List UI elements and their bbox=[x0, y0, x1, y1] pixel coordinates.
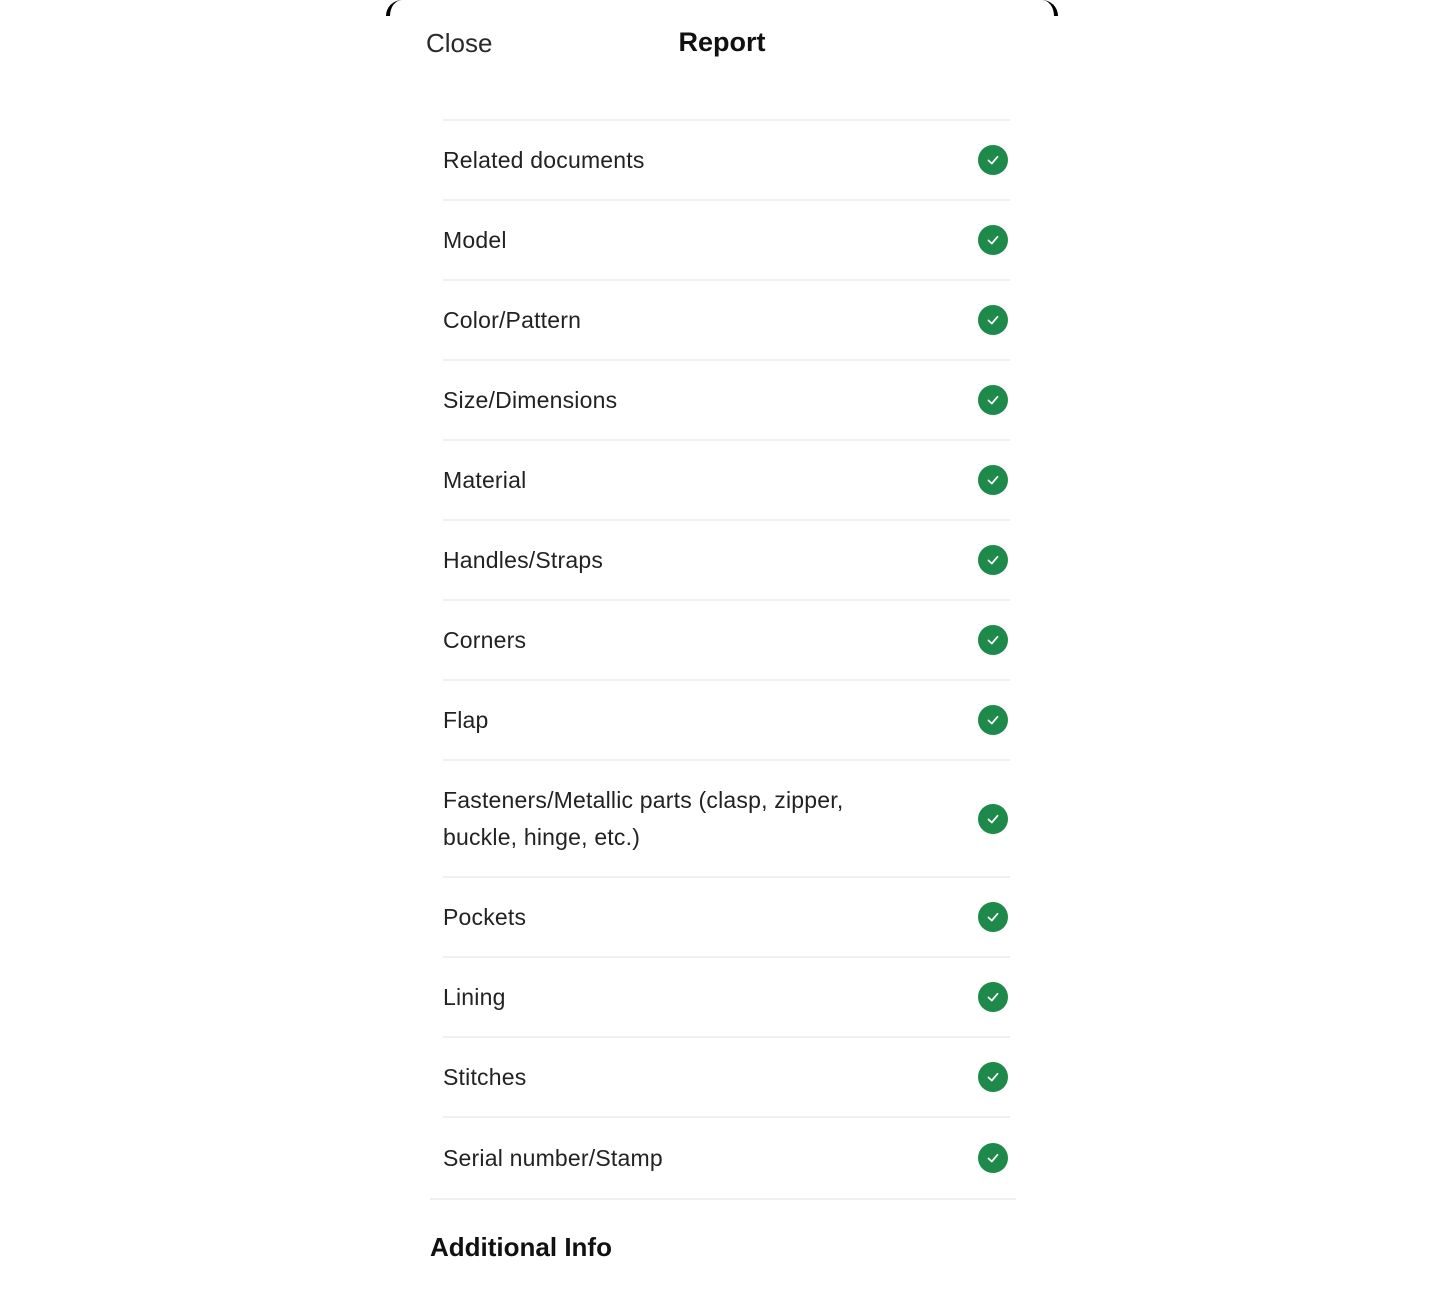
check-circle-icon bbox=[978, 1143, 1008, 1173]
list-item bbox=[443, 1038, 1010, 1118]
list-item-label: Lining bbox=[443, 983, 506, 1010]
list-item-label: Fasteners/Metallic parts (clasp, zipper, buckle, hinge, etc.) bbox=[443, 786, 844, 850]
list-item bbox=[443, 761, 1010, 878]
list-item-label: Size/Dimensions bbox=[443, 386, 618, 413]
check-circle-icon bbox=[978, 305, 1008, 335]
list-item-label: Related documents bbox=[443, 146, 645, 173]
list-item-label: Serial number/Stamp bbox=[443, 1144, 663, 1171]
check-circle-icon bbox=[978, 804, 1008, 834]
list-item-label: Pockets bbox=[443, 903, 527, 930]
list-item-label: Handles/Straps bbox=[443, 546, 604, 573]
checklist bbox=[443, 119, 1010, 1198]
list-item bbox=[443, 1118, 1010, 1198]
report-header bbox=[388, 0, 1056, 90]
check-circle-icon bbox=[978, 705, 1008, 735]
list-item bbox=[443, 521, 1010, 601]
list-item bbox=[443, 958, 1010, 1038]
check-circle-icon bbox=[978, 385, 1008, 415]
list-item bbox=[443, 601, 1010, 681]
list-item bbox=[443, 121, 1010, 201]
list-item-label: Model bbox=[443, 226, 507, 253]
additional-info-heading: Additional Info bbox=[430, 1232, 612, 1262]
section-divider bbox=[430, 1198, 1016, 1200]
check-circle-icon bbox=[978, 625, 1008, 655]
list-item bbox=[443, 878, 1010, 958]
check-circle-icon bbox=[978, 465, 1008, 495]
check-circle-icon bbox=[978, 545, 1008, 575]
check-circle-icon bbox=[978, 145, 1008, 175]
list-item bbox=[443, 281, 1010, 361]
close-button[interactable]: Close bbox=[426, 28, 493, 58]
list-item bbox=[443, 201, 1010, 281]
list-item bbox=[443, 361, 1010, 441]
list-item bbox=[443, 681, 1010, 761]
check-circle-icon bbox=[978, 225, 1008, 255]
check-circle-icon bbox=[978, 1062, 1008, 1092]
check-circle-icon bbox=[978, 902, 1008, 932]
list-item-label: Stitches bbox=[443, 1063, 527, 1090]
list-item-label: Flap bbox=[443, 706, 489, 733]
list-item-label: Color/Pattern bbox=[443, 306, 582, 333]
list-item-label: Material bbox=[443, 466, 527, 493]
page-title: Report bbox=[678, 27, 766, 57]
list-item-label: Corners bbox=[443, 626, 527, 653]
list-item bbox=[443, 441, 1010, 521]
check-circle-icon bbox=[978, 982, 1008, 1012]
